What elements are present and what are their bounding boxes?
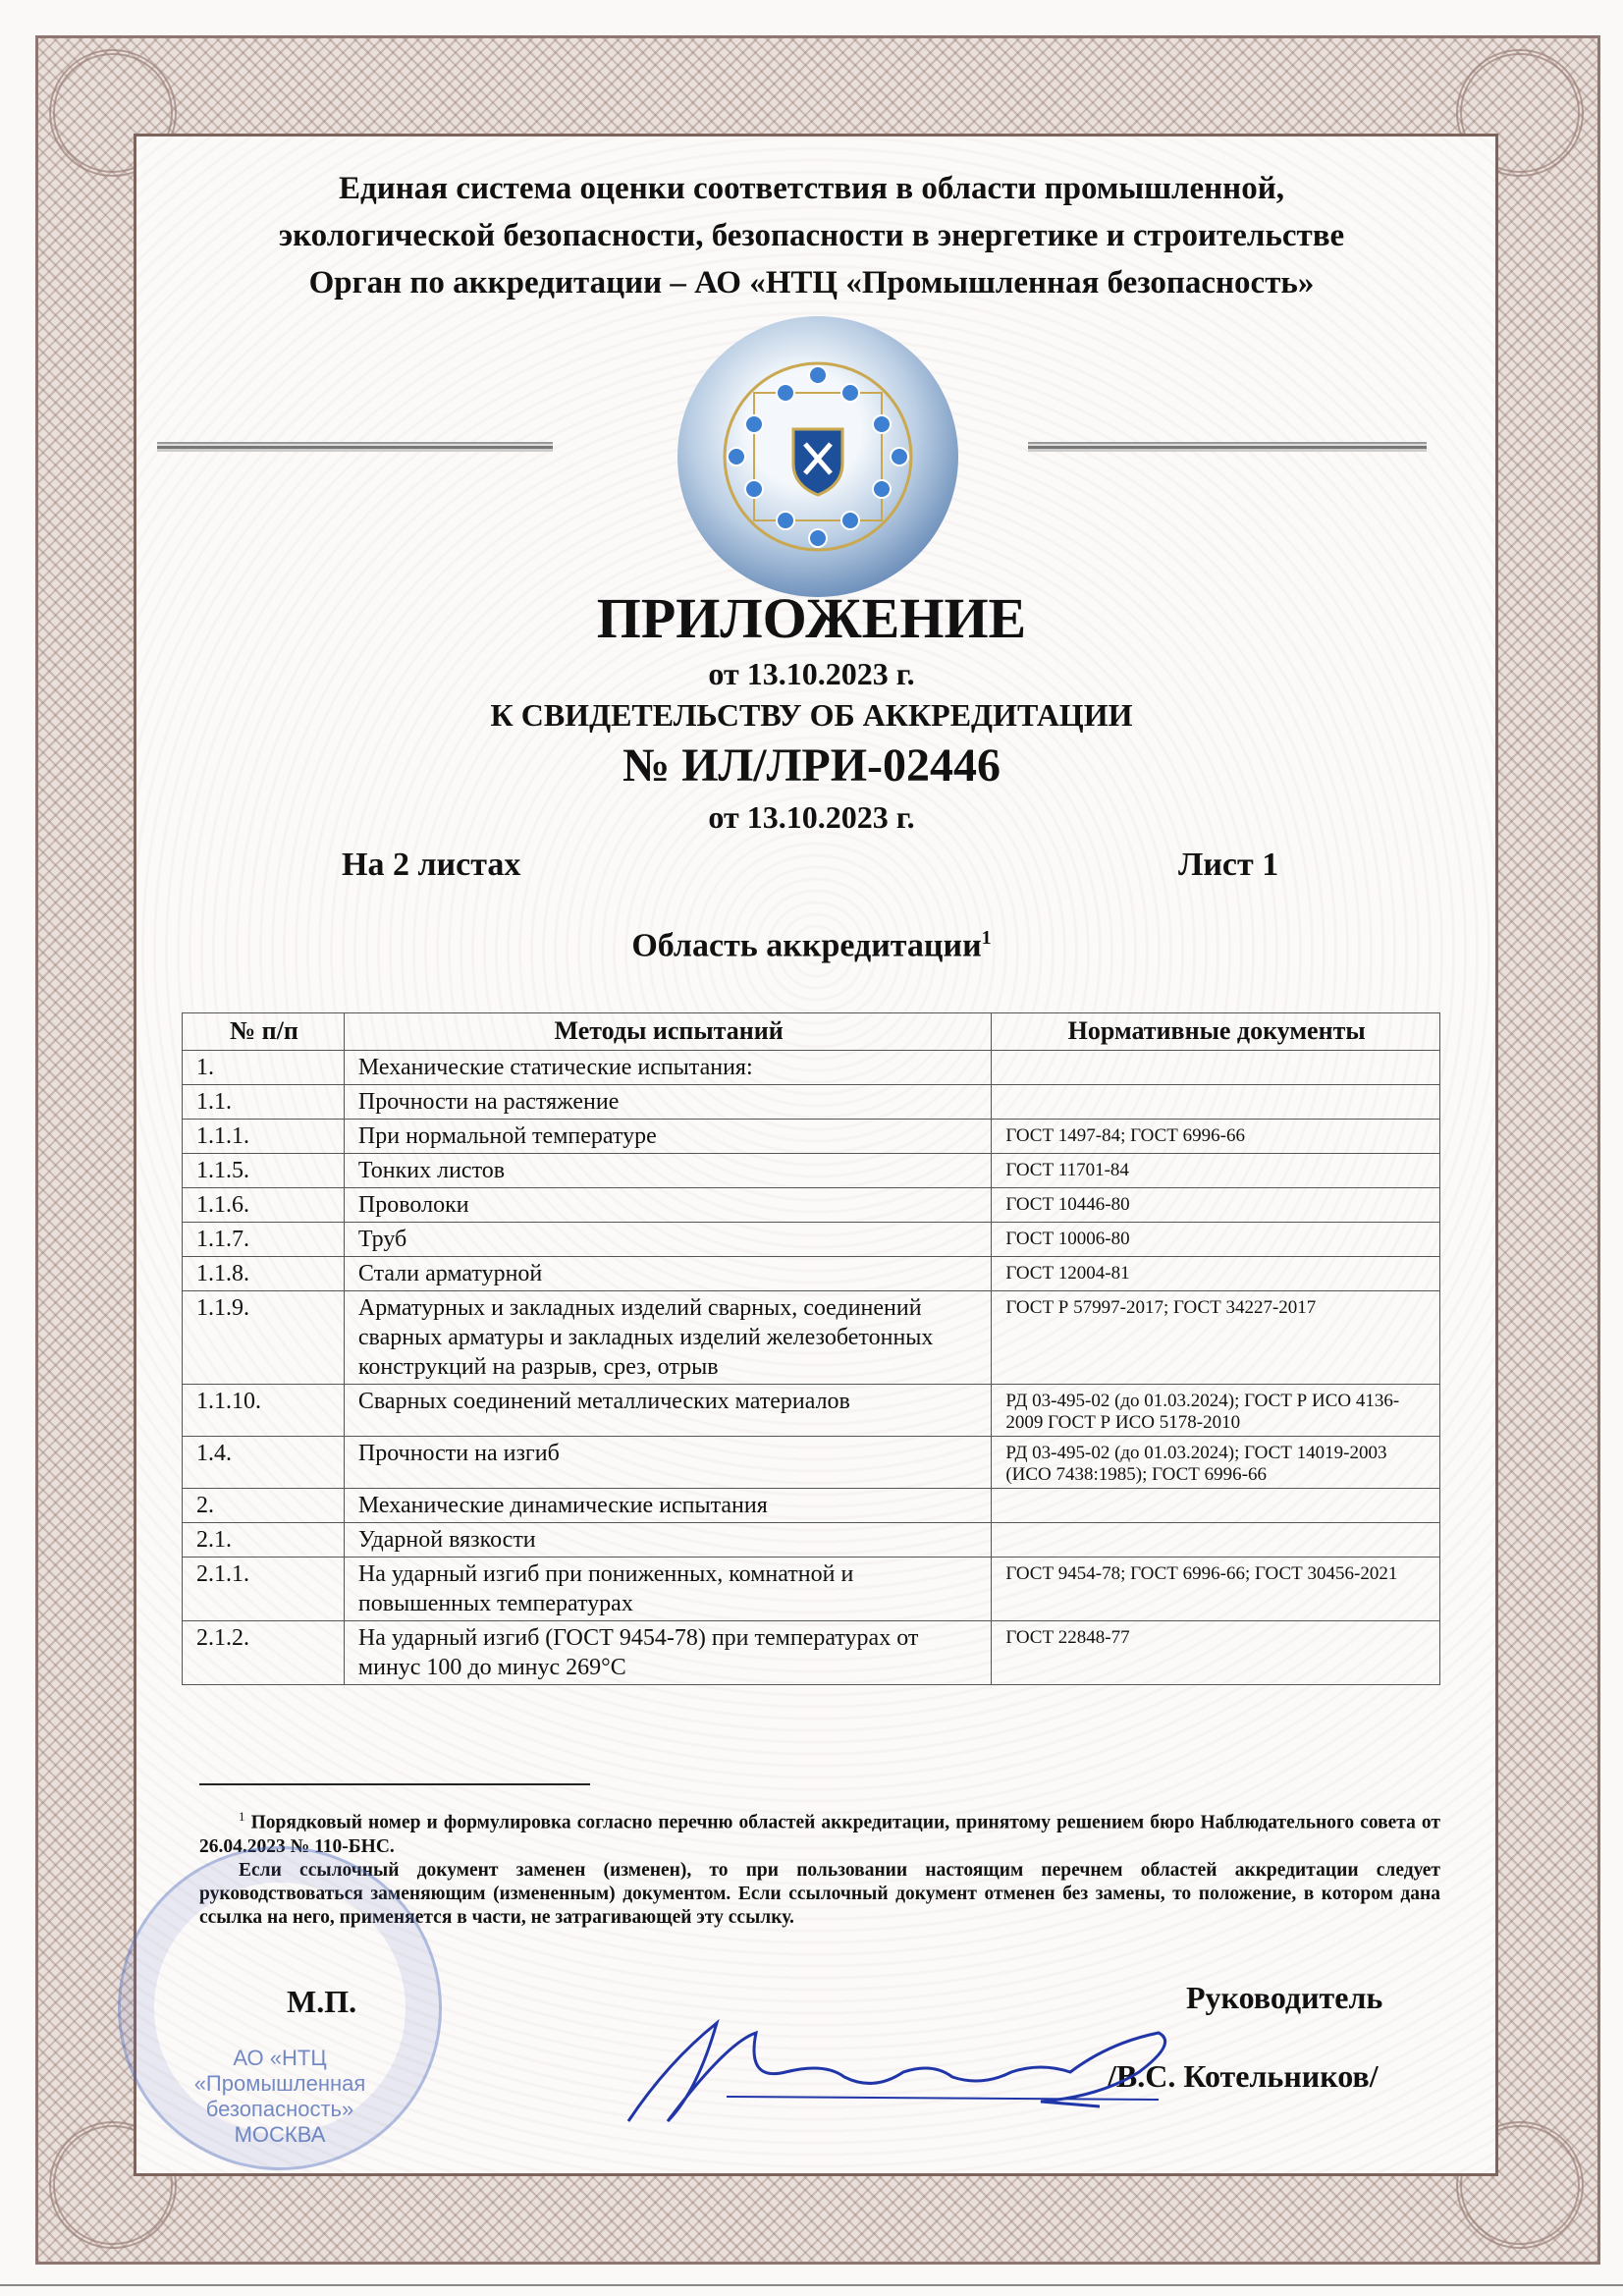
table-row bbox=[183, 1523, 1440, 1558]
signatory-role: Руководитель bbox=[1186, 1980, 1383, 2015]
bottom-rule bbox=[0, 2284, 1623, 2286]
document-title: ПРИЛОЖЕНИЕ bbox=[596, 586, 1027, 650]
normative-documents: ГОСТ 10446-80 bbox=[992, 1188, 1440, 1223]
normative-documents: ГОСТ 10006-80 bbox=[992, 1223, 1440, 1257]
header-line-1: Единая система оценки соответствия в области промышленной, bbox=[339, 171, 1284, 206]
row-number: 1.1.9. bbox=[183, 1291, 345, 1385]
test-method: На ударный изгиб при пониженных, комнатной и повышенных температурах bbox=[344, 1558, 991, 1621]
certificate-heading: К СВИДЕТЕЛЬСТВУ ОБ АККРЕДИТАЦИИ bbox=[490, 697, 1133, 733]
row-number: 2.1.1. bbox=[183, 1558, 345, 1621]
normative-documents bbox=[992, 1489, 1440, 1523]
scope-heading-text: Область аккредитации bbox=[631, 927, 982, 964]
col-header-number: № п/п bbox=[183, 1013, 345, 1051]
scope-heading bbox=[0, 927, 1623, 964]
table-row bbox=[183, 1489, 1440, 1523]
test-method: Механические динамические испытания bbox=[344, 1489, 991, 1523]
test-method: Прочности на растяжение bbox=[344, 1085, 991, 1120]
normative-documents: ГОСТ 22848-77 bbox=[992, 1621, 1440, 1685]
test-method: Стали арматурной bbox=[344, 1257, 991, 1291]
sheet-count: На 2 листах bbox=[342, 847, 521, 883]
normative-documents: ГОСТ 11701-84 bbox=[992, 1154, 1440, 1188]
row-number: 2.1.2. bbox=[183, 1621, 345, 1685]
header-line-3: Орган по аккредитации – АО «НТЦ «Промышленная безопасность» bbox=[308, 265, 1315, 301]
official-stamp bbox=[118, 1846, 442, 2170]
row-number: 1.1. bbox=[183, 1085, 345, 1120]
table-row bbox=[183, 1188, 1440, 1223]
normative-documents: РД 03-495-02 (до 01.03.2024); ГОСТ 14019-2003 (ИСО 7438:1985); ГОСТ 6996-66 bbox=[992, 1437, 1440, 1489]
stamp-text: АО «НТЦ «Промышленная безопасность» МОСКВА bbox=[193, 2046, 366, 2147]
table-row bbox=[183, 1437, 1440, 1489]
normative-documents: ГОСТ Р 57997-2017; ГОСТ 34227-2017 bbox=[992, 1291, 1440, 1385]
appendix-date: от 13.10.2023 г. bbox=[708, 656, 915, 691]
col-header-methods: Методы испытаний bbox=[344, 1013, 991, 1051]
row-number: 1.1.7. bbox=[183, 1223, 345, 1257]
signature bbox=[609, 2003, 1198, 2141]
table-row bbox=[183, 1558, 1440, 1621]
test-method: Тонких листов bbox=[344, 1154, 991, 1188]
seal-place-label: М.П. bbox=[287, 1984, 357, 2019]
test-method: Ударной вязкости bbox=[344, 1523, 991, 1558]
normative-documents: РД 03-495-02 (до 01.03.2024); ГОСТ Р ИСО 4136-2009 ГОСТ Р ИСО 5178-2010 bbox=[992, 1385, 1440, 1437]
table-row bbox=[183, 1385, 1440, 1437]
normative-documents: ГОСТ 12004-81 bbox=[992, 1257, 1440, 1291]
footnote-mark: 1 bbox=[239, 1809, 245, 1824]
certificate-number: № ИЛ/ЛРИ-02446 bbox=[622, 739, 1001, 792]
row-number: 2. bbox=[183, 1489, 345, 1523]
table-row bbox=[183, 1291, 1440, 1385]
certificate-date: от 13.10.2023 г. bbox=[708, 799, 915, 835]
test-method: Механические статические испытания: bbox=[344, 1051, 991, 1085]
normative-documents bbox=[992, 1085, 1440, 1120]
row-number: 1.1.10. bbox=[183, 1385, 345, 1437]
divider-right bbox=[1028, 442, 1427, 452]
test-method: Прочности на изгиб bbox=[344, 1437, 991, 1489]
normative-documents: ГОСТ 1497-84; ГОСТ 6996-66 bbox=[992, 1120, 1440, 1154]
test-method: На ударный изгиб (ГОСТ 9454-78) при температурах от минус 100 до минус 269°C bbox=[344, 1621, 991, 1685]
normative-documents bbox=[992, 1523, 1440, 1558]
test-method: Арматурных и закладных изделий сварных, соединений сварных арматуры и закладных изделий железобетонных конструкций на разрыв, срез, отрыв bbox=[344, 1291, 991, 1385]
test-method: Труб bbox=[344, 1223, 991, 1257]
test-method: Проволоки bbox=[344, 1188, 991, 1223]
footnote-p1: Порядковый номер и формулировка согласно перечню областей аккредитации, принятому решением бюро Наблюдательного совета от 26.04.2023 № 110-БНС. bbox=[199, 1812, 1441, 1857]
table-row bbox=[183, 1051, 1440, 1085]
test-method: При нормальной температуре bbox=[344, 1120, 991, 1154]
footnote-ref: 1 bbox=[981, 927, 992, 949]
accreditation-table bbox=[182, 1012, 1440, 1685]
table-row bbox=[183, 1621, 1440, 1685]
row-number: 2.1. bbox=[183, 1523, 345, 1558]
test-method: Сварных соединений металлических материалов bbox=[344, 1385, 991, 1437]
normative-documents: ГОСТ 9454-78; ГОСТ 6996-66; ГОСТ 30456-2021 bbox=[992, 1558, 1440, 1621]
row-number: 1.4. bbox=[183, 1437, 345, 1489]
footnote-p2: Если ссылочный документ заменен (изменен), то при пользовании настоящим перечнем областей аккредитации следует руководствоваться заменяющим (измененным) документом. Если ссылочный документ отменен без замены, то положение, в котором дана ссылка на него, применяется в части, не затрагивающей эту ссылку. bbox=[199, 1859, 1440, 1928]
signatory-name: /В.С. Котельников/ bbox=[1108, 2058, 1379, 2094]
row-number: 1.1.6. bbox=[183, 1188, 345, 1223]
row-number: 1.1.8. bbox=[183, 1257, 345, 1291]
table-row bbox=[183, 1120, 1440, 1154]
table-row bbox=[183, 1223, 1440, 1257]
col-header-documents: Нормативные документы bbox=[992, 1013, 1440, 1051]
header bbox=[0, 165, 1623, 306]
row-number: 1.1.1. bbox=[183, 1120, 345, 1154]
table-header-row bbox=[183, 1013, 1440, 1051]
table-row bbox=[183, 1085, 1440, 1120]
emblem-logo bbox=[677, 316, 958, 597]
table-row bbox=[183, 1154, 1440, 1188]
footnote-separator bbox=[199, 1783, 590, 1785]
table-row bbox=[183, 1257, 1440, 1291]
sheet-number: Лист 1 bbox=[1178, 847, 1279, 883]
normative-documents bbox=[992, 1051, 1440, 1085]
row-number: 1.1.5. bbox=[183, 1154, 345, 1188]
divider-left bbox=[157, 442, 553, 452]
header-line-2: экологической безопасности, безопасности в энергетике и строительстве bbox=[278, 218, 1345, 253]
row-number: 1. bbox=[183, 1051, 345, 1085]
